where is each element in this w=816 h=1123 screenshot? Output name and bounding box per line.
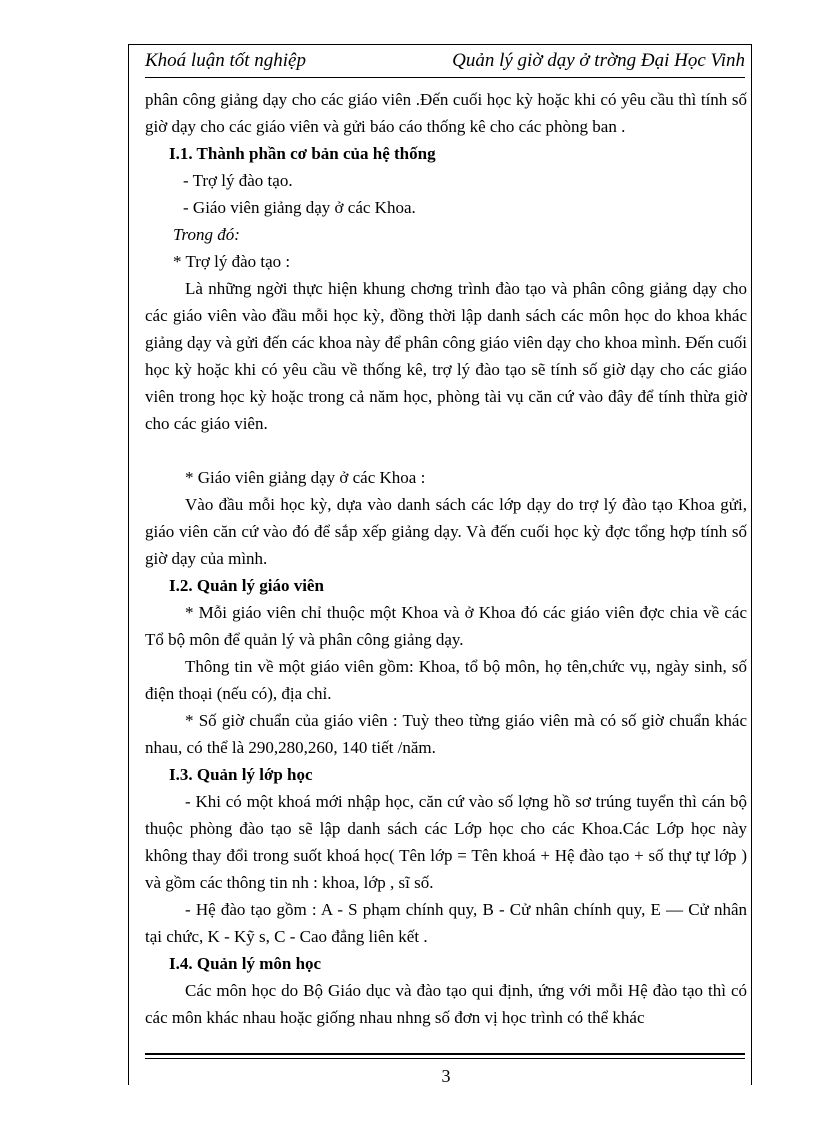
paragraph: * Mỗi giáo viên chỉ thuộc một Khoa và ở Khoa đó các giáo viên đợc chia về các Tổ bộ môn để quản lý và phân công giảng dạy.: [145, 603, 747, 649]
section-heading-1-2: I.2. Quản lý giáo viên: [169, 576, 324, 595]
paragraph: Các môn học do Bộ Giáo dục và đào tạo qui định, ứng với mỗi Hệ đào tạo thì có các môn khác nhau hoặc giống nhau nhng số đơn vị học trình có thể khác: [145, 981, 747, 1027]
spacer: [145, 437, 747, 464]
bullet-giao-vien: * Giáo viên giảng dạy ở các Khoa :: [185, 468, 426, 487]
running-header: [145, 48, 745, 80]
footer-rule: [145, 1058, 745, 1059]
paragraph: Là những ngời thực hiện khung chơng trình đào tạo và phân công giảng dạy cho các giáo viên vào đầu mỗi học kỳ, đồng thời lập danh sách các môn học do khoa khác giảng dạy và gửi đến các khoa này để phân công giáo viên dạy cho khoa mình. Đến cuối học kỳ hoặc khi có yêu cầu về thống kê, trợ lý đào tạo sẽ tính số giờ dạy cho các giáo viên trong học kỳ hoặc trong cả năm học, phòng tài vụ căn cứ vào đây để tính thừa giờ cho các giáo viên.: [145, 279, 747, 433]
paragraph: - Khi có một khoá mới nhập học, căn cứ vào số lợng hồ sơ trúng tuyển thì cán bộ thuộc phòng đào tạo sẽ lập danh sách các Lớp học cho các Khoa.Các Lớp học này không thay đổi trong suốt khoá học( Tên lớp = Tên khoá + Hệ đào tạo + số thự tự lớp ) và gồm các thông tin nh : khoa, lớp , sĩ số.: [145, 792, 747, 892]
section-heading-1-4: I.4. Quản lý môn học: [169, 954, 322, 973]
paragraph: * Số giờ chuẩn của giáo viên : Tuỳ theo từng giáo viên mà có số giờ chuẩn khác nhau, có thể là 290,280,260, 140 tiết /năm.: [145, 711, 747, 757]
page-content: [145, 86, 747, 1031]
paragraph: Vào đầu mỗi học kỳ, dựa vào danh sách các lớp dạy do trợ lý đào tạo Khoa gửi, giáo viên căn cứ vào đó để sắp xếp giảng dạy. Và đến cuối học kỳ đợc tổng hợp tính số giờ dạy của mình.: [145, 495, 747, 568]
list-item: - Giáo viên giảng dạy ở các Khoa.: [183, 198, 416, 217]
paragraph: phân công giảng dạy cho các giáo viên .Đến cuối học kỳ hoặc khi có yêu cầu thì tính số giờ dạy cho các giáo viên và gửi báo cáo thống kê cho các phòng ban .: [145, 90, 747, 136]
subheading-trong-do: Trong đó:: [173, 225, 240, 244]
header-rule: [145, 77, 745, 78]
paragraph: - Hệ đào tạo gồm : A - S phạm chính quy, B - Cử nhân chính quy, E — Cử nhân tại chức, K - Kỹ s, C - Cao đẳng liên kết .: [145, 900, 747, 946]
footer-rule: [145, 1053, 745, 1055]
section-heading-1-1: I.1. Thành phần cơ bản của hệ thống: [169, 144, 436, 163]
header-topic-label: Quản lý giờ dạy ở trờng Đại Học Vinh: [452, 50, 745, 71]
section-heading-1-3: I.3. Quản lý lớp học: [169, 765, 313, 784]
header-thesis-label: Khoá luận tốt nghiệp: [145, 50, 306, 71]
list-item: - Trợ lý đào tạo.: [183, 171, 293, 190]
paragraph: Thông tin về một giáo viên gồm: Khoa, tổ bộ môn, họ tên,chức vụ, ngày sinh, số điện thoại (nếu có), địa chỉ.: [145, 657, 747, 703]
page-number: 3: [441, 1066, 451, 1086]
bullet-tro-ly: * Trợ lý đào tạo :: [173, 252, 291, 271]
